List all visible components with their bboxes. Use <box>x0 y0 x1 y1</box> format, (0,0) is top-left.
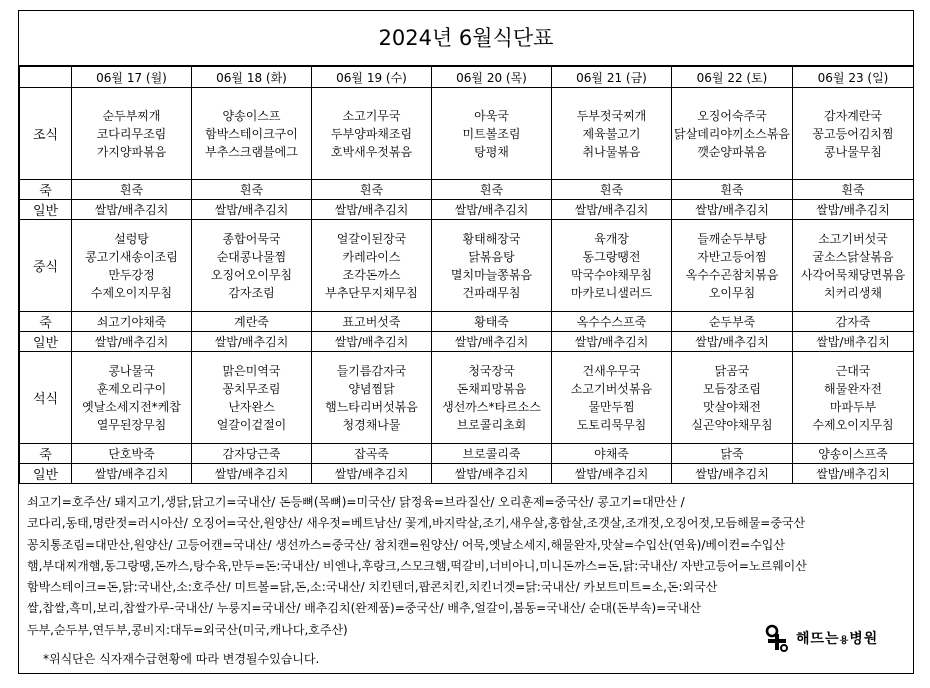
menu-cell <box>793 444 914 464</box>
menu-item: 부추스크램블에그 <box>205 144 298 159</box>
menu-cell <box>793 180 914 200</box>
menu-item: 양념찜닭 <box>348 381 395 396</box>
menu-item: 부추단무지채무침 <box>325 285 418 300</box>
menu-item: 두부젓국찌개 <box>576 108 647 123</box>
menu-item: 종합어묵국 <box>222 231 281 246</box>
menu-item: 흰죽 <box>599 182 624 197</box>
origin-note-line: 꽁치통조림=대만산,원양산/ 고등어캔=국내산/ 생선까스=중국산/ 참치캔=원양산/ 어묵,옛날소세지,해물완자,맛살=수입산(연육)/베이컨=수입산 <box>27 537 785 552</box>
menu-item: 브로콜리초회 <box>456 417 527 432</box>
menu-cell <box>432 332 552 352</box>
menu-item: 열무된장무침 <box>96 417 167 432</box>
menu-row <box>20 332 914 352</box>
menu-item: 두부양파채조림 <box>330 126 413 141</box>
menu-cell <box>432 464 552 484</box>
menu-cell <box>72 88 192 180</box>
menu-item: 꽁치무조림 <box>222 381 281 396</box>
hospital-name-suffix: 병원 <box>849 631 879 647</box>
menu-cell <box>432 220 552 312</box>
origin-note-line: 쇠고기=호주산/ 돼지고기,생닭,닭고기=국내산/ 돈등뼈(목뼈)=미국산/ 닭정육=브라질산/ 오리훈제=중국산/ 콩고기=대만산 / <box>27 495 685 509</box>
menu-item: 치커리생채 <box>824 285 882 300</box>
menu-item: 쌀밥/배추김치 <box>574 202 649 217</box>
menu-item: 맛살야채전 <box>703 399 761 414</box>
menu-row <box>20 464 914 484</box>
menu-cell <box>672 88 793 180</box>
menu-item: 해물완자전 <box>824 381 882 396</box>
menu-item: 오이무침 <box>708 285 756 300</box>
menu-item: 들기름감자국 <box>336 363 407 378</box>
menu-item: 수제오이지무침 <box>812 417 894 432</box>
row-label: 죽 <box>20 312 72 332</box>
origin-note-line: 코다리,동태,명란젓=러시아산/ 오징어=국산,원양산/ 새우젓=베트남산/ 꽃게,바지락살,조기,새우살,홍합살,조갯살,조개젓,오징어젓,모듬해물=중국산 <box>27 516 806 531</box>
menu-item: 표고버섯죽 <box>342 314 401 329</box>
menu-item: 얼갈이된장국 <box>336 231 407 246</box>
menu-item: 콩나물국 <box>108 363 155 378</box>
menu-cell <box>72 352 192 444</box>
menu-item: 코다리무조림 <box>96 126 167 141</box>
menu-cell <box>793 88 914 180</box>
menu-item: 흰죽 <box>119 182 144 197</box>
menu-item: 얼갈이겉절이 <box>216 417 287 432</box>
menu-item: 깻순양파볶음 <box>697 144 767 159</box>
menu-cell <box>192 332 312 352</box>
menu-item: 소고기버섯볶음 <box>570 381 653 396</box>
menu-item: 물만두찜 <box>588 399 635 414</box>
menu-cell <box>552 312 672 332</box>
menu-cell <box>432 180 552 200</box>
menu-item: 제육불고기 <box>582 126 641 141</box>
menu-table <box>19 66 914 484</box>
menu-sheet <box>18 10 914 674</box>
menu-cell <box>312 180 432 200</box>
row-label: 죽 <box>20 180 72 200</box>
menu-cell <box>192 464 312 484</box>
menu-item: 순두부죽 <box>708 314 756 329</box>
origin-note-line: 두부,순두부,연두부,콩비지:대두=외국산(미국,캐나다,호주산) <box>27 622 348 637</box>
menu-item: 양송이스프 <box>222 108 281 123</box>
menu-cell <box>432 352 552 444</box>
menu-item: 쌀밥/배추김치 <box>94 202 169 217</box>
menu-item: 오징어오이무침 <box>210 267 293 282</box>
menu-item: 청국장국 <box>468 363 515 378</box>
menu-item: 모듬장조림 <box>703 381 761 396</box>
menu-row <box>20 444 914 464</box>
menu-item: 쌀밥/배추김치 <box>454 334 529 349</box>
menu-row <box>20 312 914 332</box>
menu-item: 닭죽 <box>720 446 744 461</box>
menu-cell <box>432 88 552 180</box>
menu-cell <box>192 220 312 312</box>
menu-item: 쌀밥/배추김치 <box>214 466 289 481</box>
menu-item: 근대국 <box>835 363 871 378</box>
menu-cell <box>72 312 192 332</box>
menu-item: 닭살데리야끼소스볶음 <box>674 126 790 141</box>
hospital-logo <box>763 623 878 653</box>
menu-item: 수제오이지무침 <box>90 285 173 300</box>
menu-item: 쌀밥/배추김치 <box>695 334 769 349</box>
origin-note-line: 쌀,찹쌀,흑미,보리,찹쌀가루-국내산/ 누룽지=국내산/ 배추김치(완제품)=중국산/ 배추,얼갈이,봄동=국내산/ 순대(돈부속)=국내산 <box>27 601 702 616</box>
menu-item: 도토리묵무침 <box>576 417 647 432</box>
menu-item: 들깨순두부탕 <box>697 231 767 246</box>
menu-row <box>20 220 914 312</box>
menu-item: 쌀밥/배추김치 <box>454 202 529 217</box>
date-header-row <box>20 67 914 88</box>
menu-item: 쌀밥/배추김치 <box>816 466 890 481</box>
menu-cell <box>793 352 914 444</box>
menu-item: 흰죽 <box>841 182 865 197</box>
menu-item: 계란죽 <box>234 314 269 329</box>
corner-cell <box>20 67 72 88</box>
menu-cell <box>552 180 672 200</box>
menu-item: 청경채나물 <box>342 417 401 432</box>
menu-cell <box>552 444 672 464</box>
menu-item: 카레라이스 <box>342 249 401 264</box>
menu-cell <box>552 220 672 312</box>
menu-cell <box>312 200 432 220</box>
hospital-name-small: 용 <box>839 636 850 646</box>
menu-cell <box>672 464 793 484</box>
menu-item: 쌀밥/배추김치 <box>214 202 289 217</box>
menu-item: 황태죽 <box>474 314 509 329</box>
menu-item: 돈채피망볶음 <box>456 381 527 396</box>
menu-item: 훈제오리구이 <box>96 381 167 396</box>
menu-item: 동그랑땡전 <box>582 249 641 264</box>
menu-cell <box>672 444 793 464</box>
menu-item: 옛날소세지전*케찹 <box>82 399 181 414</box>
date-header: 06월 23 (일) <box>793 67 914 88</box>
row-label: 일반 <box>20 200 72 220</box>
menu-cell <box>72 180 192 200</box>
menu-item: 조각돈까스 <box>342 267 401 282</box>
menu-item: 호박새우젓볶음 <box>330 144 413 159</box>
menu-row <box>20 180 914 200</box>
menu-item: 취나물볶음 <box>582 144 641 159</box>
origin-note-line: 햄,부대찌개햄,동그랑땡,돈까스,탕수육,만두=돈:국내산/ 비엔나,후랑크,스모크햄,떡갈비,너비아니,미니돈까스=돈,닭:국내산/ 자반고등어=노르웨이산 <box>27 558 807 573</box>
menu-row <box>20 200 914 220</box>
menu-item: 설렁탕 <box>114 231 149 246</box>
menu-item: 흰죽 <box>479 182 504 197</box>
menu-item: 건새우무국 <box>582 363 641 378</box>
date-header: 06월 20 (목) <box>432 67 552 88</box>
menu-cell <box>432 444 552 464</box>
menu-item: 실곤약야채무침 <box>691 417 773 432</box>
menu-item: 마파두부 <box>829 399 877 414</box>
row-label: 일반 <box>20 332 72 352</box>
row-label: 일반 <box>20 464 72 484</box>
menu-cell <box>72 220 192 312</box>
menu-cell <box>192 88 312 180</box>
menu-cell <box>72 200 192 220</box>
menu-item: 닭볶음탕 <box>468 249 515 264</box>
menu-item: 쌀밥/배추김치 <box>695 466 769 481</box>
menu-item: 감자계란국 <box>824 108 882 123</box>
menu-item: 소고기무국 <box>342 108 401 123</box>
date-header: 06월 19 (수) <box>312 67 432 88</box>
date-header: 06월 22 (토) <box>672 67 793 88</box>
origin-note-line: 함박스테이크=돈,닭:국내산,소:호주산/ 미트볼=닭,돈,소:국내산/ 치킨텐더,팝콘치킨,치킨너겟=닭:국내산/ 카보트미트=소,돈:외국산 <box>27 580 718 595</box>
menu-item: 황태해장국 <box>462 231 521 246</box>
hospital-name-main: 해뜨는 <box>796 631 840 647</box>
menu-item: 쇠고기야채죽 <box>96 314 167 329</box>
menu-item: 쌀밥/배추김치 <box>695 202 769 217</box>
menu-cell <box>552 464 672 484</box>
menu-item: 순대콩나물찜 <box>216 249 287 264</box>
menu-cell <box>672 180 793 200</box>
menu-item: 쌀밥/배추김치 <box>334 466 409 481</box>
menu-cell <box>312 332 432 352</box>
menu-row <box>20 352 914 444</box>
menu-row <box>20 88 914 180</box>
menu-item: 쌀밥/배추김치 <box>334 334 409 349</box>
menu-item: 순두부찌개 <box>102 108 161 123</box>
menu-cell <box>793 312 914 332</box>
menu-cell <box>793 332 914 352</box>
menu-item: 막국수야채무침 <box>570 267 653 282</box>
origin-notes <box>27 492 907 641</box>
menu-item: 미트볼조림 <box>462 126 521 141</box>
menu-item: 흰죽 <box>720 182 744 197</box>
date-header: 06월 18 (화) <box>192 67 312 88</box>
menu-cell <box>793 464 914 484</box>
menu-item: 햄느타리버섯볶음 <box>325 399 418 414</box>
menu-item: 양송이스프죽 <box>818 446 888 461</box>
menu-cell <box>793 220 914 312</box>
menu-item: 쌀밥/배추김치 <box>574 334 649 349</box>
menu-item: 흰죽 <box>359 182 384 197</box>
menu-item: 아욱국 <box>474 108 509 123</box>
hospital-cross-icon <box>763 624 791 652</box>
menu-item: 옥수수곤참치볶음 <box>685 267 779 282</box>
menu-item: 감자조림 <box>228 285 275 300</box>
menu-cell <box>552 88 672 180</box>
menu-item: 감자죽 <box>835 314 871 329</box>
menu-cell <box>432 312 552 332</box>
menu-item: 굴소스닭살볶음 <box>812 249 894 264</box>
menu-item: 맑은미역국 <box>222 363 281 378</box>
menu-item: 쌀밥/배추김치 <box>454 466 529 481</box>
menu-cell <box>72 332 192 352</box>
hospital-name <box>796 628 878 648</box>
menu-item: 감자당근죽 <box>222 446 281 461</box>
menu-item: 잡곡죽 <box>354 446 389 461</box>
menu-item: 탕평채 <box>474 144 509 159</box>
row-label: 중식 <box>20 220 72 312</box>
menu-item: 닭곰국 <box>714 363 750 378</box>
menu-cell <box>312 352 432 444</box>
menu-cell <box>72 444 192 464</box>
menu-cell <box>672 312 793 332</box>
menu-cell <box>192 200 312 220</box>
menu-item: 자반고등어찜 <box>697 249 767 264</box>
menu-cell <box>72 464 192 484</box>
menu-cell <box>312 464 432 484</box>
row-label: 죽 <box>20 444 72 464</box>
menu-item: 멸치마늘쫑볶음 <box>450 267 533 282</box>
menu-cell <box>192 180 312 200</box>
disclaimer-note: *위식단은 식자재수급현황에 따라 변경될수있습니다. <box>43 652 320 666</box>
menu-item: 소고기버섯국 <box>818 231 888 246</box>
menu-item: 생선까스*타르소스 <box>442 399 541 414</box>
menu-cell <box>192 444 312 464</box>
menu-item: 건파래무침 <box>462 285 521 300</box>
menu-item: 콩나물무침 <box>824 144 882 159</box>
menu-item: 쌀밥/배추김치 <box>334 202 409 217</box>
menu-item: 만두강정 <box>108 267 155 282</box>
menu-cell <box>672 352 793 444</box>
menu-cell <box>192 312 312 332</box>
menu-cell <box>672 332 793 352</box>
menu-item: 육개장 <box>594 231 629 246</box>
menu-item: 오징어숙주국 <box>697 108 767 123</box>
menu-item: 흰죽 <box>239 182 264 197</box>
menu-item: 쌀밥/배추김치 <box>816 202 890 217</box>
menu-item: 쌀밥/배추김치 <box>214 334 289 349</box>
menu-cell <box>552 332 672 352</box>
menu-cell <box>312 88 432 180</box>
menu-cell <box>552 352 672 444</box>
row-label: 석식 <box>20 352 72 444</box>
date-header: 06월 21 (금) <box>552 67 672 88</box>
menu-item: 쌀밥/배추김치 <box>574 466 649 481</box>
menu-item: 옥수수스프죽 <box>576 314 647 329</box>
menu-item: 브로콜리죽 <box>462 446 521 461</box>
menu-item: 쌀밥/배추김치 <box>816 334 890 349</box>
date-header: 06월 17 (월) <box>72 67 192 88</box>
page-title: 2024년 6월식단표 <box>19 11 913 66</box>
menu-item: 꽁고등어김치찜 <box>812 126 894 141</box>
menu-item: 난자완스 <box>228 399 275 414</box>
menu-item: 함박스테이크구이 <box>205 126 298 141</box>
menu-item: 마카로니샐러드 <box>570 285 653 300</box>
menu-cell <box>793 200 914 220</box>
menu-item: 가지양파볶음 <box>96 144 167 159</box>
menu-item: 단호박죽 <box>108 446 155 461</box>
menu-item: 쌀밥/배추김치 <box>94 466 169 481</box>
menu-cell <box>672 200 793 220</box>
menu-cell <box>192 352 312 444</box>
menu-cell <box>432 200 552 220</box>
menu-item: 콩고기새송이조림 <box>85 249 178 264</box>
menu-cell <box>312 220 432 312</box>
menu-cell <box>312 312 432 332</box>
menu-cell <box>312 444 432 464</box>
menu-item: 쌀밥/배추김치 <box>94 334 169 349</box>
menu-cell <box>672 220 793 312</box>
menu-item: 사각어묵채당면볶음 <box>800 267 906 282</box>
menu-item: 야채죽 <box>594 446 629 461</box>
menu-cell <box>552 200 672 220</box>
row-label: 조식 <box>20 88 72 180</box>
